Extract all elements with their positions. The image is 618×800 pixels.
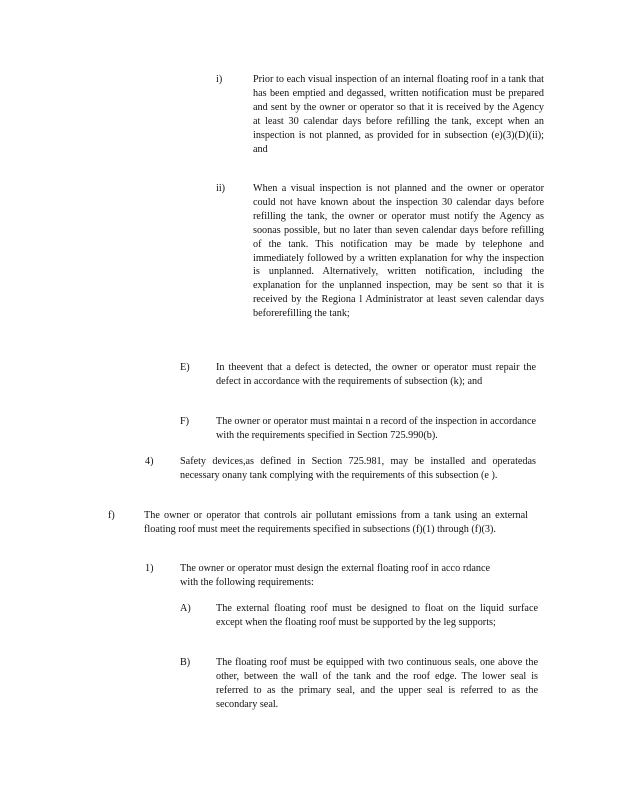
item-text: The floating roof must be equipped with two continuous seals, one above the other, between the wall of the tank and the roof edge. The lower seal is referred to as the primary seal, and the upper seal is referred to as the secondary seal.: [216, 657, 538, 710]
item-text: The owner or operator must design the external floating roof in acco rdance with the following requirements:: [180, 563, 490, 588]
item-text: The owner or operator must maintai n a record of the inspection in accordance with the requirements specified in Section 725.990(b).: [216, 416, 536, 441]
item-text: When a visual inspection is not planned and the owner or operator could not have known about the inspection 30 calendar days before refilling the tank, the owner or operator must notify the Agency as soonas possible, but no later than seven calendar days before refilling of the tank. This notification may be made by telephone and immediately followed by a written explanation for why the inspection is unplanned. Alternatively, written notification, including the explanation for the unplanned inspection, may be sent so that it is received by the Regiona l Administrator at least seven calendar days beforerefilling the tank;: [253, 183, 544, 320]
item-marker: 1): [145, 563, 154, 574]
item-marker: f): [108, 510, 115, 521]
item-text: In theevent that a defect is detected, the owner or operator must repair the defect in accordance with the requirements of subsection (k); and: [216, 362, 536, 387]
item-marker: 4): [145, 456, 154, 467]
item-text: Safety devices,as defined in Section 725.981, may be installed and operatedas necessary onany tank complying with the requirements of this subsection (e ).: [180, 456, 536, 481]
item-marker: ii): [216, 183, 226, 194]
item-text: The owner or operator that controls air pollutant emissions from a tank using an external floating roof must meet the requirements specified in subsections (f)(1) through (f)(3).: [144, 510, 528, 535]
item-marker: F): [180, 416, 190, 427]
item-marker: E): [180, 362, 190, 373]
item-marker: A): [180, 603, 191, 614]
item-text: Prior to each visual inspection of an internal floating roof in a tank that has been emptied and degassed, written notification must be prepared and sent by the owner or operator so that it is received by the Agency at least 30 calendar days before refilling the tank, except when an inspection is not planned, as provided for in subsection (e)(3)(D)(ii); and: [253, 74, 544, 155]
item-marker: B): [180, 657, 191, 668]
item-text: The external floating roof must be designed to float on the liquid surface except when the floating roof must be supported by the leg supports;: [216, 603, 538, 628]
item-marker: i): [216, 74, 223, 85]
